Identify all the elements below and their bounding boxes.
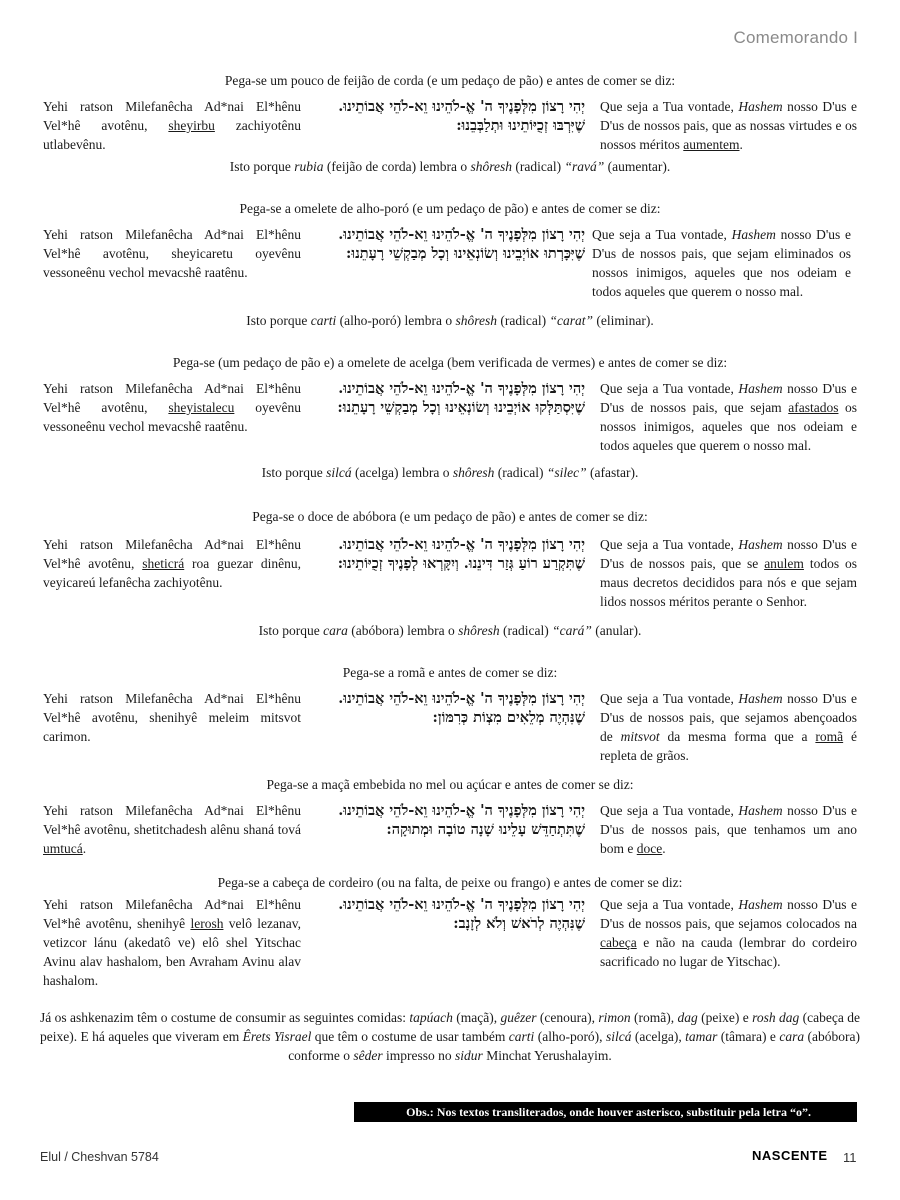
transliteration: Yehi ratson Milefanêcha Ad*nai El*hênu Vel*hê avotênu, sheyirbu zachiyotênu utlabevênu. bbox=[43, 99, 301, 152]
section-alho-poro bbox=[0, 200, 900, 328]
hebrew-blessing: יְהִי רָצוֹן מִלְּפָנֶיךָ ה' אֱ-לֹהֵינוּ וֵא-לֹהֵי אֲבוֹתֵינוּ. שֶׁתִּקְרַע רוֹעַ גְּזַר דִּינֵנוּ. וְיִקָּרְאוּ לְפָנֶיךָ זְכֻיּוֹתֵינוּ: bbox=[337, 536, 585, 572]
section-note: Isto porque carti (alho-poró) lembra o shôresh (radical) “carat” (eliminar). bbox=[246, 313, 654, 328]
portuguese-translation: Que seja a Tua vontade, Hashem nosso D'us e D'us de nossos pais, que sejam afastados os nossos inimigos, aqueles que nos odeiam e todos aqueles que querem o nosso mal. bbox=[600, 381, 857, 453]
hebrew-blessing: יְהִי רָצוֹן מִלְּפָנֶיךָ ה' אֱ-לֹהֵינוּ וֵא-לֹהֵי אֲבוֹתֵינוּ. שֶׁנִּהְיֶה מְלֵאִים מִצְוֹת כְּרִמּוֹן: bbox=[338, 690, 585, 726]
section-roma bbox=[0, 664, 900, 763]
portuguese-translation: Que seja a Tua vontade, Hashem nosso D'us e D'us de nossos pais, que as nossas virtudes e os nossos méritos aumentem. bbox=[600, 99, 857, 152]
transliteration: Yehi ratson Milefanêcha Ad*nai El*hênu Vel*hê avotênu, sheticrá roa guezar dinênu, veyicareú lefanêcha zachiyotênu. bbox=[43, 537, 301, 590]
transliteration: Yehi ratson Milefanêcha Ad*nai El*hênu Vel*hê avotênu, sheyistalecu oyevênu vessoneênu vechol mevacshê raatênu. bbox=[43, 381, 301, 434]
section-intro: Pega-se um pouco de feijão de corda (e um pedaço de pão) e antes de comer se diz: bbox=[224, 73, 676, 88]
section-intro: Pega-se a romã e antes de comer se diz: bbox=[342, 665, 558, 680]
section-intro: Pega-se a cabeça de cordeiro (ou na falta, de peixe ou frango) e antes de comer se diz: bbox=[217, 875, 683, 890]
section-intro: Pega-se (um pedaço de pão e) a omelete de acelga (bem verificada de vermes) e antes de comer se diz: bbox=[172, 355, 728, 370]
section-feijao bbox=[0, 72, 900, 174]
hebrew-blessing: יְהִי רָצוֹן מִלְּפָנֶיךָ ה' אֱ-לֹהֵינוּ וֵא-לֹהֵי אֲבוֹתֵינוּ. שֶׁיִּרְבּוּ זְכֻיּוֹתֵינוּ וּתְלַבְּבֵנוּ: bbox=[338, 98, 585, 134]
section-cabeca bbox=[0, 874, 900, 988]
footer-issue: Elul / Cheshvan 5784 bbox=[40, 1150, 159, 1164]
section-acelga bbox=[0, 354, 900, 480]
publication-logo: NASCENTE bbox=[752, 1148, 828, 1163]
portuguese-translation: Que seja a Tua vontade, Hashem nosso D'us e D'us de nossos pais, que tenhamos um ano bom e doce. bbox=[600, 803, 857, 856]
section-intro: Pega-se o doce de abóbora (e um pedaço de pão) e antes de comer se diz: bbox=[252, 509, 648, 524]
section-maca bbox=[0, 776, 900, 856]
page-number: 11 bbox=[843, 1150, 857, 1165]
portuguese-translation: Que seja a Tua vontade, Hashem nosso D'us e D'us de nossos pais, que sejam eliminados os nossos inimigos, aqueles que nos odeiam e todos aqueles que querem o nosso mal. bbox=[592, 227, 851, 299]
section-abobora bbox=[0, 508, 900, 638]
hebrew-blessing: יְהִי רָצוֹן מִלְּפָנֶיךָ ה' אֱ-לֹהֵינוּ וֵא-לֹהֵי אֲבוֹתֵינוּ. שֶׁנִּהְיֶה לְרֹאשׁ וְלֹא לְזָנָב: bbox=[338, 896, 585, 932]
transliteration: Yehi ratson Milefanêcha Ad*nai El*hênu Vel*hê avotênu, sheyicaretu oyevênu vessoneênu vechol mevacshê raatênu. bbox=[43, 227, 301, 280]
observation-banner: Obs.: Nos textos transliterados, onde houver asterisco, substituir pela letra “o”. bbox=[354, 1102, 857, 1122]
transliteration: Yehi ratson Milefanêcha Ad*nai El*hênu Vel*hê avotênu, shenihyê lerosh velô lezanav, vetizcor lánu (akedatô ve) elô shel Yitschac Avinu alav hashalom, ben Avraham Avinu alav hashalom. bbox=[43, 897, 301, 988]
portuguese-translation: Que seja a Tua vontade, Hashem nosso D'us e D'us de nossos pais, que se anulem todos os maus decretos decididos para nós e que sejam lidos nossos méritos perante o Senhor. bbox=[600, 537, 857, 609]
hebrew-blessing: יְהִי רָצוֹן מִלְּפָנֶיךָ ה' אֱ-לֹהֵינוּ וֵא-לֹהֵי אֲבוֹתֵינוּ. שֶׁיִּכָּרְתוּ אוֹיְבֵינוּ וְשׂוֹנְאֵינוּ וְכָל מְבַקְשֵׁי רָעָתֵנוּ: bbox=[338, 226, 585, 262]
running-header: Comemorando I bbox=[733, 28, 858, 47]
section-note: Isto porque silcá (acelga) lembra o shôresh (radical) “silec” (afastar). bbox=[261, 465, 639, 480]
section-intro: Pega-se a maçã embebida no mel ou açúcar e antes de comer se diz: bbox=[266, 777, 634, 792]
section-note: Isto porque rubia (feijão de corda) lembra o shôresh (radical) “ravá” (aumentar). bbox=[229, 159, 671, 174]
portuguese-translation: Que seja a Tua vontade, Hashem nosso D'us e D'us de nossos pais, que sejamos colocados na cabeça e não na cauda (lembrar do cordeiro sacrificado no lugar de Yitschac). bbox=[600, 897, 857, 969]
section-intro: Pega-se a omelete de alho-poró (e um pedaço de pão) e antes de comer se diz: bbox=[239, 201, 661, 216]
closing-paragraph: Já os ashkenazim têm o costume de consumir as seguintes comidas: tapúach (maçã), guêzer (cenoura), rimon (romã), dag (peixe) e rosh dag (cabeça de peixe). E há aqueles que viveram em Êrets Yisrael que têm o costume de usar também carti (alho-poró), silcá (acelga), tamar (tâmara) e cara (abóbora) conforme o sêder impresso no sidur Minchat Yerushalayim. bbox=[40, 1010, 860, 1063]
transliteration: Yehi ratson Milefanêcha Ad*nai El*hênu Vel*hê avotênu, shetitchadesh alênu shaná tová umtucá. bbox=[43, 803, 301, 856]
hebrew-blessing: יְהִי רָצוֹן מִלְּפָנֶיךָ ה' אֱ-לֹהֵינוּ וֵא-לֹהֵי אֲבוֹתֵינוּ. שֶׁיִּסְתַּלְּקוּ אוֹיְבֵינוּ וְשׂוֹנְאֵינוּ וְכָל מְבַקְשֵׁי רָעָתֵנוּ: bbox=[337, 380, 585, 416]
hebrew-blessing: יְהִי רָצוֹן מִלְּפָנֶיךָ ה' אֱ-לֹהֵינוּ וֵא-לֹהֵי אֲבוֹתֵינוּ. שֶׁתִּתְחַדֵּשׁ עָלֵינוּ שָׁנָה טוֹבָה וּמְתוּקָה: bbox=[338, 802, 585, 838]
section-note: Isto porque cara (abóbora) lembra o shôresh (radical) “cará” (anular). bbox=[258, 623, 642, 638]
transliteration: Yehi ratson Milefanêcha Ad*nai El*hênu Vel*hê avotênu, shenihyê meleim mitsvot carimon. bbox=[43, 691, 301, 744]
portuguese-translation: Que seja a Tua vontade, Hashem nosso D'us e D'us de nossos pais, que sejamos abençoados de mitsvot da mesma forma que a romã é repleta de grãos. bbox=[600, 691, 857, 763]
